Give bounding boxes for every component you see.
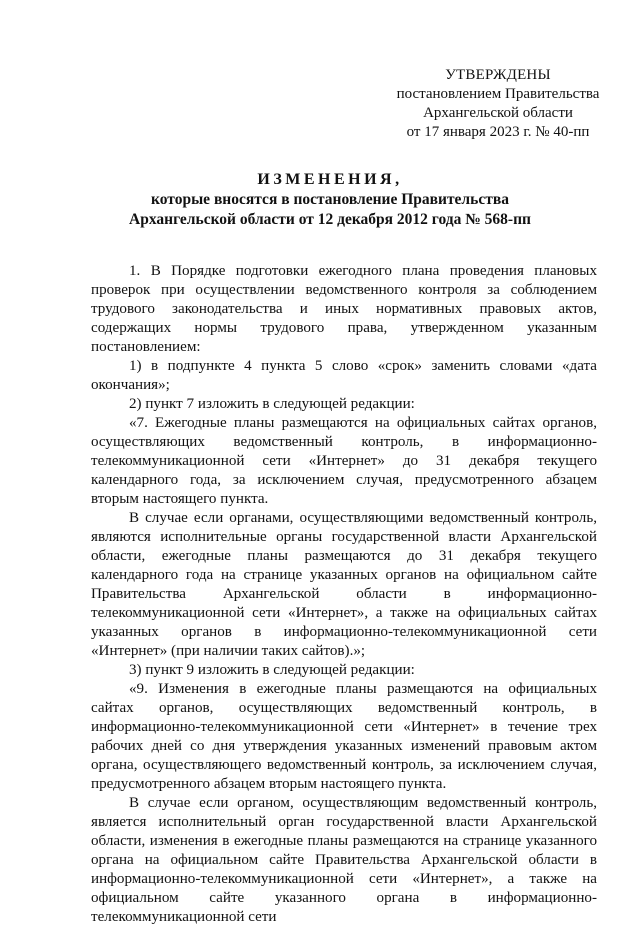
title-main: ИЗМЕНЕНИЯ, [257, 171, 403, 188]
paragraph: 1) в подпункте 4 пункта 5 слово «срок» заменить словами «дата окончания»; [91, 358, 597, 393]
approval-line-2: Архангельской области [423, 105, 573, 121]
paragraph: 3) пункт 9 изложить в следующей редакции: [129, 662, 415, 678]
document-title [60, 170, 600, 230]
approval-line-3: от 17 января 2023 г. № 40-пп [406, 124, 590, 140]
document-body [91, 262, 597, 927]
paragraph: В случае если органами, осуществляющими ведомственный контроль, являются исполнительные органы государственной власти Архангельской области, ежегодные планы размещаются до 31 декабря текущего календарного года на странице указанных органов на официальном сайте Правительства Архангельской области в информационно-телекоммуникационной сети «Интернет», а также на официальных сайтах указанных органов в информационно-телекоммуникационной сети «Интернет» (при наличии таких сайтов).»; [91, 510, 597, 659]
paragraph: 1. В Порядке подготовки ежегодного плана проведения плановых проверок при осуществлении ведомственного контроля за соблюдением трудового законодательства и иных нормативных правовых актов, содержащих нормы трудового права, утвержденном указанным постановлением: [91, 263, 597, 355]
paragraph: 2) пункт 7 изложить в следующей редакции: [129, 396, 415, 412]
approval-block [388, 66, 608, 142]
approval-line-1: постановлением Правительства [396, 86, 600, 102]
title-line-2: Архангельской области от 12 декабря 2012 года № 568-пп [129, 211, 531, 228]
approval-heading: УТВЕРЖДЕНЫ [445, 67, 551, 83]
paragraph: «7. Ежегодные планы размещаются на официальных сайтах органов, осуществляющих ведомственный контроль, в информационно-телекоммуникационной сети «Интернет» до 31 декабря текущего календарного года, за исключением случая, предусмотренного абзацем вторым настоящего пункта. [91, 415, 597, 507]
title-line-1: которые вносятся в постановление Правительства [151, 191, 509, 208]
paragraph: «9. Изменения в ежегодные планы размещаются на официальных сайтах органов, осуществляющих ведомственный контроль, в информационно-телекоммуникационной сети «Интернет» в течение трех рабочих дней со дня утверждения указанных изменений правовым актом органа, осуществляющего ведомственный контроль, за исключением случая, предусмотренного абзацем вторым настоящего пункта. [91, 681, 597, 792]
paragraph: В случае если органом, осуществляющим ведомственный контроль, является исполнительный орган государственной власти Архангельской области, изменения в ежегодные планы размещаются на странице указанного органа на официальном сайте Правительства Архангельской области в информационно-телекоммуникационной сети «Интернет», а также на официальном сайте указанного органа в информационно-телекоммуникационной сети [91, 795, 597, 925]
